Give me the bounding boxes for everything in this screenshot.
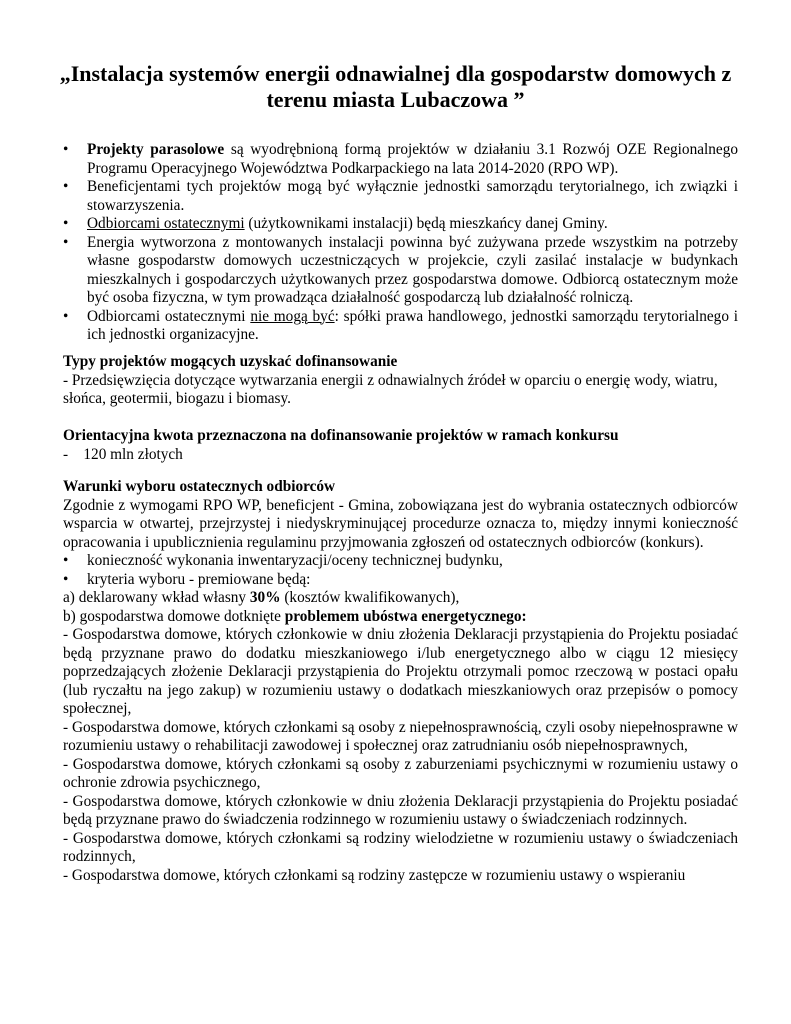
bullet-underlined-term: Odbiorcami ostatecznymi xyxy=(87,215,245,232)
bullet-text: Energia wytworzona z montowanych instalacji powinna być zużywana przede wszystkim na potrzeby własne gospodarstw domowych uczestniczących w projekcie, czyli zasilać instalacje w budynkach mieszkalnych i gospodarczych użytkowanych przez gospodarstwa domowe. Odbiorcą ostatecznym może być osoba fizyczna, w tym prowadząca działalność gospodarczą lub działalność rolniczą. xyxy=(87,233,738,306)
bullet-text: kryteria wyboru - premiowane będą: xyxy=(87,570,311,588)
bullet-text: Odbiorcami ostatecznymi xyxy=(87,307,251,325)
bullet-icon: • xyxy=(63,307,69,325)
bullet-text: są wyodrębnioną formą projektów w działaniu 3.1 Rozwój OZE Regionalnego Programu Operacyjnego Województwa Podkarpackiego na lata 2014-2020 (RPO WP). xyxy=(87,141,738,177)
bullet-text: konieczność wykonania inwentaryzacji/oceny technicznej budynku, xyxy=(87,552,503,569)
list-item: - Gospodarstwa domowe, których członkowie w dniu złożenia Deklaracji przystąpienia do Projektu posiadać będą przyznane prawo do świadczenia rodzinnego w rozumieniu ustawy o świadczeniach rodzinnych. xyxy=(63,792,738,828)
section-heading: Orientacyjna kwota przeznaczona na dofinansowanie projektów w ramach konkursu xyxy=(63,427,619,444)
criterion-b xyxy=(63,608,738,627)
bullet-icon: • xyxy=(63,215,69,232)
list-item: - Gospodarstwa domowe, których członkami są rodziny zastępcze w rozumieniu ustawy o wspieraniu xyxy=(63,866,686,884)
bullet-item xyxy=(63,141,738,178)
title-line-2: terenu miasta Lubaczowa ” xyxy=(266,87,525,112)
criterion-a xyxy=(63,589,738,608)
bullet-icon: • xyxy=(63,233,69,251)
list-item: - Gospodarstwa domowe, których członkami są rodziny wielodzietne w rozumieniu ustawy o świadczeniach rodzinnych, xyxy=(63,829,738,865)
bullet-icon: • xyxy=(63,178,69,195)
bullet-text: Beneficjentami tych projektów mogą być wyłącznie jednostki samorządu terytorialnego, ich związki i stowarzyszenia. xyxy=(87,178,738,214)
criterion-text: a) deklarowany wkład własny xyxy=(63,589,250,606)
section-text: - Przedsięwzięcia dotyczące wytwarzania energii z odnawialnych źródeł w oparciu o energię wody, wiatru, słońca, geotermii, biogazu i biomasy. xyxy=(63,371,718,407)
criterion-bold: 30% xyxy=(249,589,281,606)
section-heading: Warunki wyboru ostatecznych odbiorców xyxy=(63,478,336,495)
list-item: - Gospodarstwa domowe, których członkowie w dniu złożenia Deklaracji przystąpienia do Projektu posiadać będą przyznane prawo do dodatku mieszkaniowego i/lub energetycznego albo w ciągu 12 miesięcy poprzedzających złożenie Deklaracji przystąpienia do Projektu otrzymali pomoc rzeczową w postaci opału (lub ryczałtu na jego zakup) w rozumieniu ustawy o dodatkach mieszkaniowych oraz przepisów o pomocy społecznej, xyxy=(63,626,738,717)
criterion-bold: problemem ubóstwa energetycznego: xyxy=(284,607,527,625)
bullet-icon: • xyxy=(63,570,69,588)
bullet-item xyxy=(63,234,738,308)
title-line-1: „Instalacja systemów energii odnawialnej dla gospodarstw domowych z xyxy=(59,61,732,86)
bullet-bold-term: Projekty parasolowe xyxy=(87,141,225,158)
funding-amount-section xyxy=(63,427,738,464)
bullet-item xyxy=(63,215,738,234)
document-title xyxy=(50,61,741,113)
list-item: - Gospodarstwa domowe, których członkami są osoby z zaburzeniami psychicznymi w rozumieniu ustawy o ochronie zdrowia psychicznego, xyxy=(63,755,738,791)
bullet-item xyxy=(63,308,738,345)
intro-bullet-list xyxy=(63,141,738,345)
bullet-underlined-term: nie mogą być xyxy=(250,307,335,325)
section-text: - 120 mln złotych xyxy=(63,445,183,463)
condition-bullet xyxy=(63,571,738,590)
bullet-item xyxy=(63,178,738,215)
condition-bullet xyxy=(63,552,738,571)
section-intro: Zgodnie z wymogami RPO WP, beneficjent - Gmina, zobowiązana jest do wybrania ostatecznych odbiorców wsparcia w otwartej, przejrzystej i niedyskryminującej procedurze oznacza to, między innymi konieczność opracowania i upublicznienia regulaminu przyjmowania zgłoszeń od ostatecznych odbiorców (konkurs). xyxy=(63,496,738,551)
bullet-icon: • xyxy=(63,552,69,569)
bullet-text: (użytkownikami instalacji) będą mieszkańcy danej Gminy. xyxy=(244,215,608,232)
list-item: - Gospodarstwa domowe, których członkami są osoby z niepełnosprawnością, czyli osoby niepełnosprawne w rozumieniu ustawy o rehabilitacji zawodowej i społecznej oraz zatrudnianiu osób niepełnosprawnych, xyxy=(63,718,738,754)
bullet-icon: • xyxy=(63,141,69,158)
criterion-text: b) gospodarstwa domowe dotknięte xyxy=(63,607,285,625)
project-types-section xyxy=(63,353,738,409)
selection-conditions-section xyxy=(63,478,738,885)
criterion-text: (kosztów kwalifikowanych), xyxy=(280,589,460,606)
bullet-text: : spółki prawa handlowego, jednostki samorządu terytorialnego i ich jednostki organizacyjne. xyxy=(87,307,738,343)
section-heading: Typy projektów mogących uzyskać dofinansowanie xyxy=(63,353,398,370)
